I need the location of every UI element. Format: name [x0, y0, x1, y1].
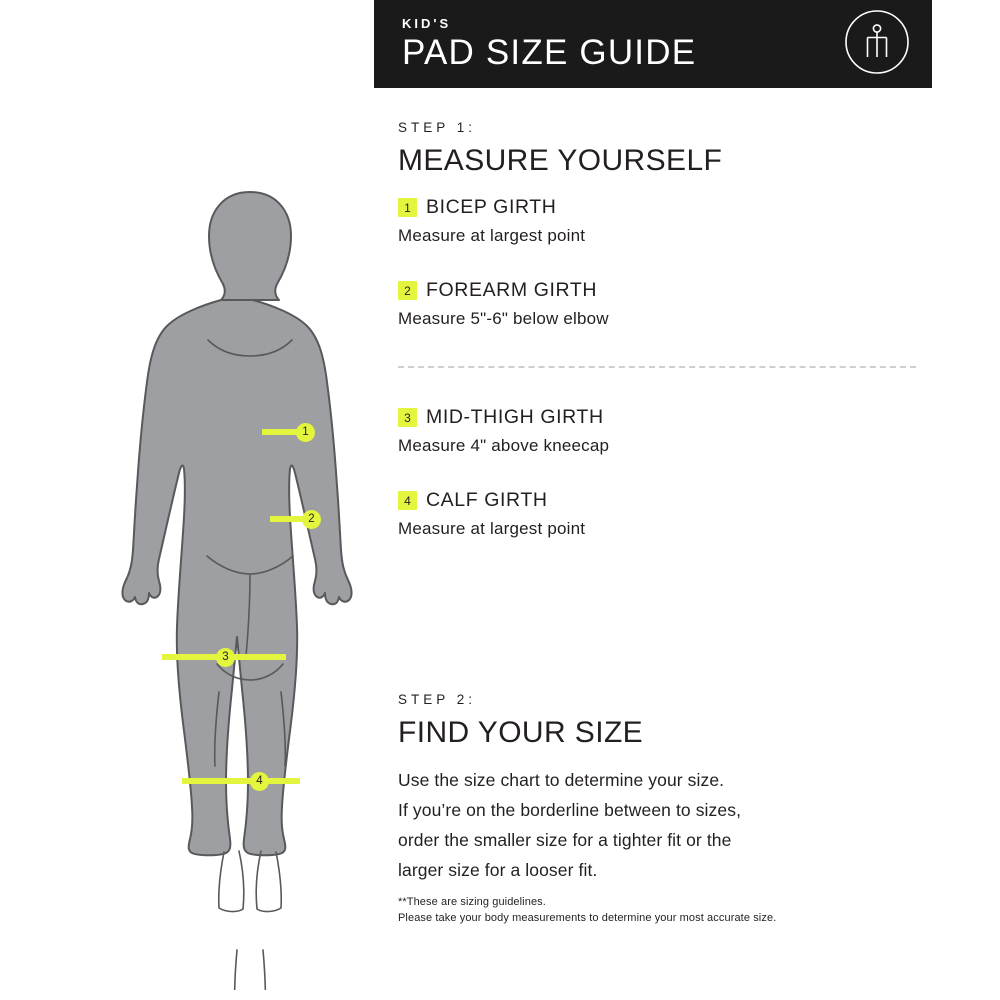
paragraph-line: larger size for a looser fit.	[398, 860, 598, 881]
paragraph-line: Use the size chart to determine your size.	[398, 770, 725, 790]
callout-number: 1	[296, 423, 315, 442]
badge-1: 1	[398, 198, 417, 217]
measure-item-sub: Measure 4" above kneecap	[398, 436, 610, 455]
body-silhouette-icon	[100, 180, 400, 990]
callout-number: 3	[216, 648, 235, 667]
measure-item-sub: Measure at largest point	[398, 519, 586, 538]
measure-item-title: CALF GIRTH	[426, 489, 548, 511]
measure-item-title: FOREARM GIRTH	[426, 279, 598, 301]
measure-item-forearm	[398, 279, 928, 329]
mid-thigh-callout	[162, 648, 235, 666]
body-figure	[100, 180, 400, 990]
calf-callout	[182, 772, 269, 790]
measure-item-bicep	[398, 196, 928, 246]
measure-item-mid-thigh	[398, 406, 928, 456]
badge-3: 3	[398, 408, 417, 427]
page-title: PAD SIZE GUIDE	[402, 33, 697, 72]
step-1-heading: MEASURE YOURSELF	[398, 144, 723, 177]
header-bar	[374, 0, 932, 88]
step-1-kicker: STEP 1:	[398, 120, 477, 135]
fineprint	[398, 895, 928, 927]
measure-item-sub: Measure 5"-6" below elbow	[398, 309, 609, 328]
paragraph-line: If you’re on the borderline between to sizes,	[398, 800, 742, 821]
step-1-section	[398, 120, 928, 178]
step-2-kicker: STEP 2:	[398, 692, 477, 707]
badge-2: 2	[398, 281, 417, 300]
header-kicker: KID'S	[402, 16, 452, 31]
measure-item-title: MID-THIGH GIRTH	[426, 406, 604, 428]
fineprint-line: **These are sizing guidelines.	[398, 896, 546, 908]
callout-number: 4	[250, 772, 269, 791]
bicep-callout	[262, 423, 315, 441]
step-2-heading: FIND YOUR SIZE	[398, 716, 644, 749]
measure-item-calf	[398, 489, 928, 539]
measure-item-sub: Measure at largest point	[398, 226, 586, 245]
forearm-callout	[270, 510, 321, 528]
fineprint-line: Please take your body measurements to determine your most accurate size.	[398, 911, 777, 924]
callout-number: 2	[302, 510, 321, 529]
measure-item-title: BICEP GIRTH	[426, 196, 557, 218]
paragraph-line: order the smaller size for a tighter fit or the	[398, 830, 732, 851]
person-in-circle-icon	[844, 9, 910, 75]
badge-4: 4	[398, 491, 417, 510]
section-divider	[398, 366, 916, 368]
step-2-paragraph	[398, 765, 928, 885]
step-2-section	[398, 692, 928, 750]
